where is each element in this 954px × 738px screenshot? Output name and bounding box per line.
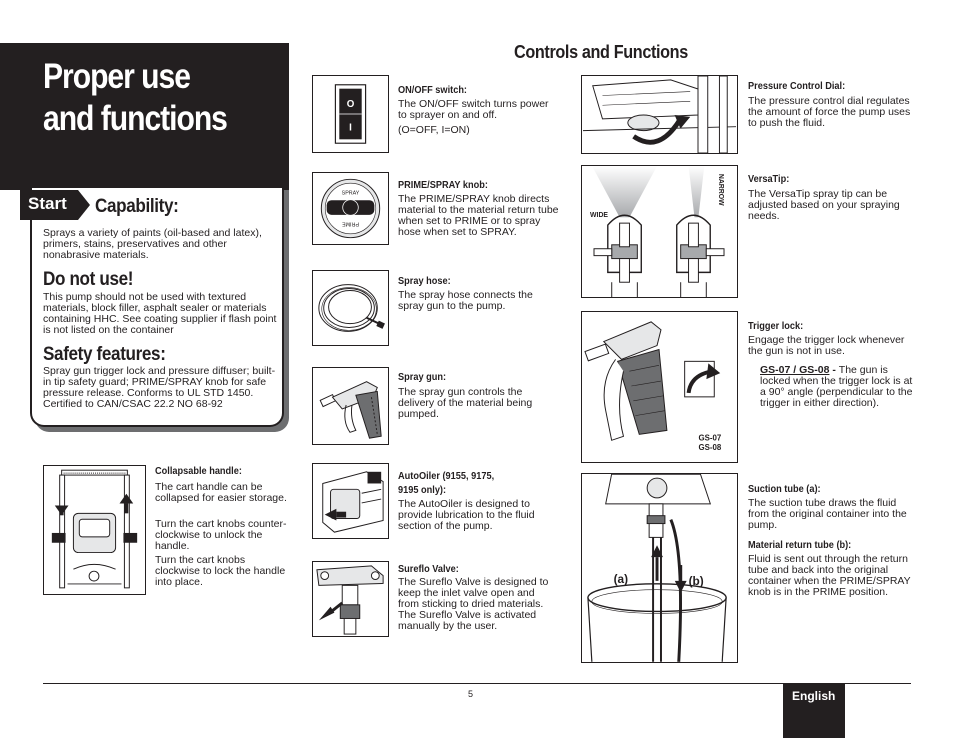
spray-hose-text: The spray hose connects the spray gun to the pump.	[398, 289, 533, 312]
pressure-control-dial-illustration	[581, 75, 738, 154]
do-not-use-text: This pump should not be used with textured materials, block filler, asphalt sealer or materials containing HHC. See coating supplier if flash point is not listed on the container	[43, 291, 277, 336]
cart-handle-drawing	[44, 466, 145, 594]
language-label: English	[792, 689, 836, 703]
sureflo-valve-text: The Sureflo Valve is designed to keep the inlet valve open and from sticking to dried materials. The Sureflo Valve is activated manually by the user.	[398, 576, 549, 632]
trigger-lock-drawing	[582, 312, 737, 462]
capability-text: Sprays a variety of paints (oil-based and latex), primers, stains, preservatives and other nonabrasive materials.	[43, 227, 262, 261]
pressure-control-dial-label: Pressure Control Dial:	[748, 81, 846, 92]
suction-tube-drawing	[582, 474, 737, 662]
autooiler-label-line2: 9195 only):	[398, 485, 447, 496]
switch-on-glyph: I	[349, 122, 352, 134]
page-title-line2: and functions	[43, 99, 227, 138]
versatip-illustration	[581, 165, 738, 298]
suction-img-label-a: (a)	[613, 571, 629, 586]
versatip-narrow-label: NARROW	[717, 173, 725, 206]
collapsable-handle-text-2: Turn the cart knobs counter-clockwise to unlock the handle.	[155, 518, 287, 552]
spray-gun-text: The spray gun controls the delivery of the material being pumped.	[398, 386, 533, 420]
spray-gun-label: Spray gun:	[398, 372, 447, 383]
prime-spray-knob-label: PRIME/SPRAY knob:	[398, 180, 488, 191]
suction-img-label-b: (b)	[688, 573, 704, 588]
footer-rule	[43, 683, 911, 684]
trigger-lock-illustration	[581, 311, 738, 463]
autooiler-label-line1: AutoOiler (9155, 9175,	[398, 471, 495, 482]
prime-spray-knob-illustration	[312, 172, 389, 245]
onoff-switch-illustration	[312, 75, 389, 153]
onoff-switch-text: The ON/OFF switch turns power to sprayer on and off.	[398, 98, 549, 121]
trigger-lock-model-note	[760, 365, 915, 409]
page-number: 5	[468, 689, 474, 699]
trigger-lock-text: Engage the trigger lock whenever the gun is not in use.	[748, 334, 905, 357]
do-not-use-heading: Do not use!	[43, 269, 134, 290]
knob-prime-mark: PRIME	[342, 220, 359, 227]
trigger-lock-label: Trigger lock:	[748, 321, 804, 332]
spray-hose-illustration	[312, 270, 389, 346]
return-tube-label: Material return tube (b):	[748, 540, 852, 551]
sureflo-valve-illustration	[312, 561, 389, 637]
versatip-drawing	[582, 166, 737, 297]
suction-tube-label: Suction tube (a):	[748, 484, 821, 495]
versatip-label: VersaTip:	[748, 174, 790, 185]
spray-hose-label: Spray hose:	[398, 276, 451, 287]
autooiler-drawing	[313, 464, 388, 538]
sureflo-valve-label: Sureflo Valve:	[398, 564, 459, 575]
sureflo-valve-drawing	[313, 562, 388, 636]
versatip-text: The VersaTip spray tip can be adjusted based on your spraying needs.	[748, 188, 900, 222]
capability-heading: Capability:	[95, 196, 179, 217]
spray-gun-illustration	[312, 367, 389, 445]
rocker-switch-icon	[313, 76, 388, 152]
autooiler-illustration	[312, 463, 389, 539]
return-tube-text: Fluid is sent out through the return tube and back into the original container when the PRIME/SPRAY knob is in the PRIME position.	[748, 553, 911, 598]
suction-tube-illustration	[581, 473, 738, 663]
collapsable-handle-text-1: The cart handle can be collapsed for easier storage.	[155, 481, 287, 504]
trigger-img-label-gs08: GS-08	[698, 443, 722, 453]
collapsable-handle-label: Collapsable handle:	[155, 466, 242, 477]
switch-off-glyph: O	[346, 99, 355, 111]
coiled-hose-drawing	[313, 271, 388, 345]
safety-features-heading: Safety features:	[43, 344, 166, 365]
knob-spray-mark: SPRAY	[341, 190, 360, 197]
collapsable-handle-illustration	[43, 465, 146, 595]
safety-features-text: Spray gun trigger lock and pressure diffuser; built-in tip safety guard; PRIME/SPRAY knob for safe pressure release. Conforms to UL STD 1450. Certified to CAN/CSAC 22.2 NO 68-92	[43, 365, 276, 410]
prime-spray-knob-text: The PRIME/SPRAY knob directs material to the material return tube when set to PRIME or to spray hose when set to SPRAY.	[398, 193, 559, 238]
pressure-control-dial-text: The pressure control dial regulates the amount of force the pump uses to push the fluid.	[748, 95, 911, 129]
versatip-wide-label: WIDE	[590, 212, 609, 220]
spray-gun-drawing	[313, 368, 388, 444]
trigger-lock-model-text: The gun is locked when the trigger lock is at a 90° angle (perpendicular to the trigger in either direction).	[760, 364, 913, 409]
capability-box-top-rule	[30, 186, 284, 188]
suction-tube-text: The suction tube draws the fluid from the original container into the pump.	[748, 497, 907, 531]
trigger-lock-model-separator: -	[829, 364, 839, 376]
collapsable-handle-text-3: Turn the cart knobs clockwise to lock the handle into place.	[155, 554, 286, 588]
autooiler-text: The AutoOiler is designed to provide lubrication to the fluid section of the pump.	[398, 498, 535, 532]
controls-heading: Controls and Functions	[514, 42, 688, 62]
onoff-switch-label: ON/OFF switch:	[398, 85, 467, 96]
pressure-dial-drawing	[582, 76, 737, 153]
prime-spray-knob-icon	[313, 173, 388, 244]
page-title-line1: Proper use	[43, 57, 190, 96]
onoff-switch-legend: (O=OFF, I=ON)	[398, 124, 470, 136]
page-title	[43, 56, 249, 140]
trigger-lock-model-link[interactable]: GS-07 / GS-08	[760, 364, 830, 376]
trigger-img-label-gs07: GS-07	[698, 433, 722, 443]
start-label: Start	[28, 194, 67, 213]
